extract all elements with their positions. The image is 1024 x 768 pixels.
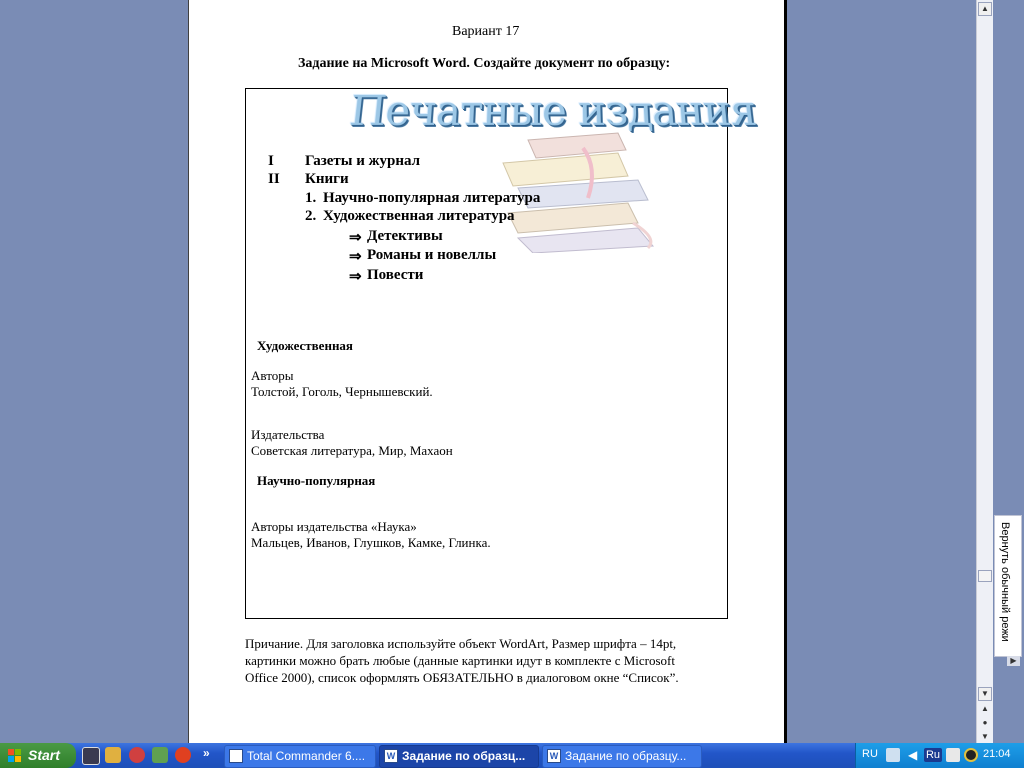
numbered-marker-2: 2. — [305, 208, 317, 224]
panel-expand-icon[interactable]: ▶ — [1007, 656, 1020, 666]
previous-page-icon[interactable]: ▲ — [981, 704, 989, 713]
numbered-item-1: Научно-популярная литература — [323, 190, 541, 206]
select-browse-object-icon[interactable]: ● — [982, 718, 988, 727]
media-quicklaunch-icon[interactable] — [129, 747, 145, 763]
total-commander-icon — [229, 749, 243, 763]
fiction-publishers: Советская литература, Мир, Махаон — [251, 443, 453, 458]
arrow-item-2: Романы и новеллы — [367, 247, 497, 263]
wordart-title: Печатные издания — [347, 86, 759, 135]
note-line-2: картинки можно брать любые (данные картинки идут в комплекте с Microsoft — [245, 653, 675, 668]
windows-flag-icon — [8, 749, 22, 762]
outline-marker-2: II — [268, 171, 280, 187]
network-icon[interactable] — [886, 748, 900, 762]
restore-normal-view-label: Вернуть обычный режи — [999, 522, 1011, 642]
numbered-marker-1: 1. — [305, 190, 317, 206]
next-page-icon[interactable]: ▼ — [981, 732, 989, 741]
arrow-item-3: Повести — [367, 267, 424, 283]
fiction-publishers-label: Издательства — [251, 427, 325, 442]
note-line-1: Причание. Для заголовка используйте объект WordArt, Размер шрифта – 14pt, — [245, 636, 677, 651]
outline-item-1: Газеты и журнал — [305, 153, 421, 169]
restore-normal-view-button[interactable] — [994, 515, 1022, 657]
popular-authors-label: Авторы издательства «Наука» — [251, 519, 417, 534]
taskbar-item-total-commander[interactable] — [224, 745, 376, 768]
taskbar-item-word[interactable] — [542, 745, 702, 768]
variant-title: Вариант 17 — [452, 24, 520, 39]
arrow-marker-3: ⇒ — [349, 269, 362, 285]
task-title: Задание на Microsoft Word. Создайте документ по образцу: — [298, 56, 671, 71]
start-label: Start — [28, 747, 60, 763]
vertical-scrollbar[interactable] — [976, 0, 993, 743]
scroll-down-button[interactable]: ▼ — [978, 687, 992, 701]
arrow-marker-2: ⇒ — [349, 249, 362, 265]
popular-authors: Мальцев, Иванов, Глушков, Камке, Глинка. — [251, 535, 491, 550]
language-indicator[interactable]: RU — [862, 748, 878, 760]
scroll-up-button[interactable]: ▲ — [978, 2, 992, 16]
start-button[interactable] — [0, 743, 76, 768]
section-heading-popular: Научно-популярная — [257, 473, 376, 488]
fiction-authors-label: Авторы — [251, 368, 294, 383]
system-tray — [855, 743, 1024, 768]
arrow-marker-1: ⇒ — [349, 230, 362, 246]
winamp-quicklaunch-icon[interactable] — [105, 747, 121, 763]
tray-app-icon[interactable] — [946, 748, 960, 762]
tool-quicklaunch-icon[interactable] — [152, 747, 168, 763]
taskbar-item-word-active[interactable] — [379, 745, 539, 768]
taskbar-item-label: Задание по образц... — [402, 749, 526, 763]
opera-quicklaunch-icon[interactable] — [175, 747, 191, 763]
section-heading-fiction: Художественная — [257, 338, 353, 353]
word-icon: W — [547, 749, 561, 763]
scroll-thumb[interactable] — [978, 570, 992, 582]
media-tray-icon[interactable] — [964, 748, 978, 762]
numbered-item-2: Художественная литература — [323, 208, 515, 224]
page-edge — [784, 0, 787, 743]
outline-marker-1: I — [268, 153, 274, 169]
save-disk-quicklaunch-icon[interactable] — [82, 747, 100, 765]
outline-item-2: Книги — [305, 171, 349, 187]
taskbar-item-label: Задание по образцу... — [565, 749, 687, 763]
word-icon: W — [384, 749, 398, 763]
clock[interactable]: 21:04 — [983, 748, 1011, 760]
keyboard-layout-indicator[interactable]: Ru — [925, 749, 941, 761]
taskbar-item-label: Total Commander 6.... — [247, 749, 366, 763]
quicklaunch-more-chevron[interactable]: » — [203, 746, 210, 760]
fiction-authors: Толстой, Гоголь, Чернышевский. — [251, 384, 433, 399]
note-line-3: Office 2000), список оформлять ОБЯЗАТЕЛЬНО в диалоговом окне “Список”. — [245, 670, 679, 685]
arrow-item-1: Детективы — [367, 228, 443, 244]
tray-collapse-icon[interactable]: ◀ — [908, 748, 918, 762]
note-paragraph — [245, 635, 725, 686]
